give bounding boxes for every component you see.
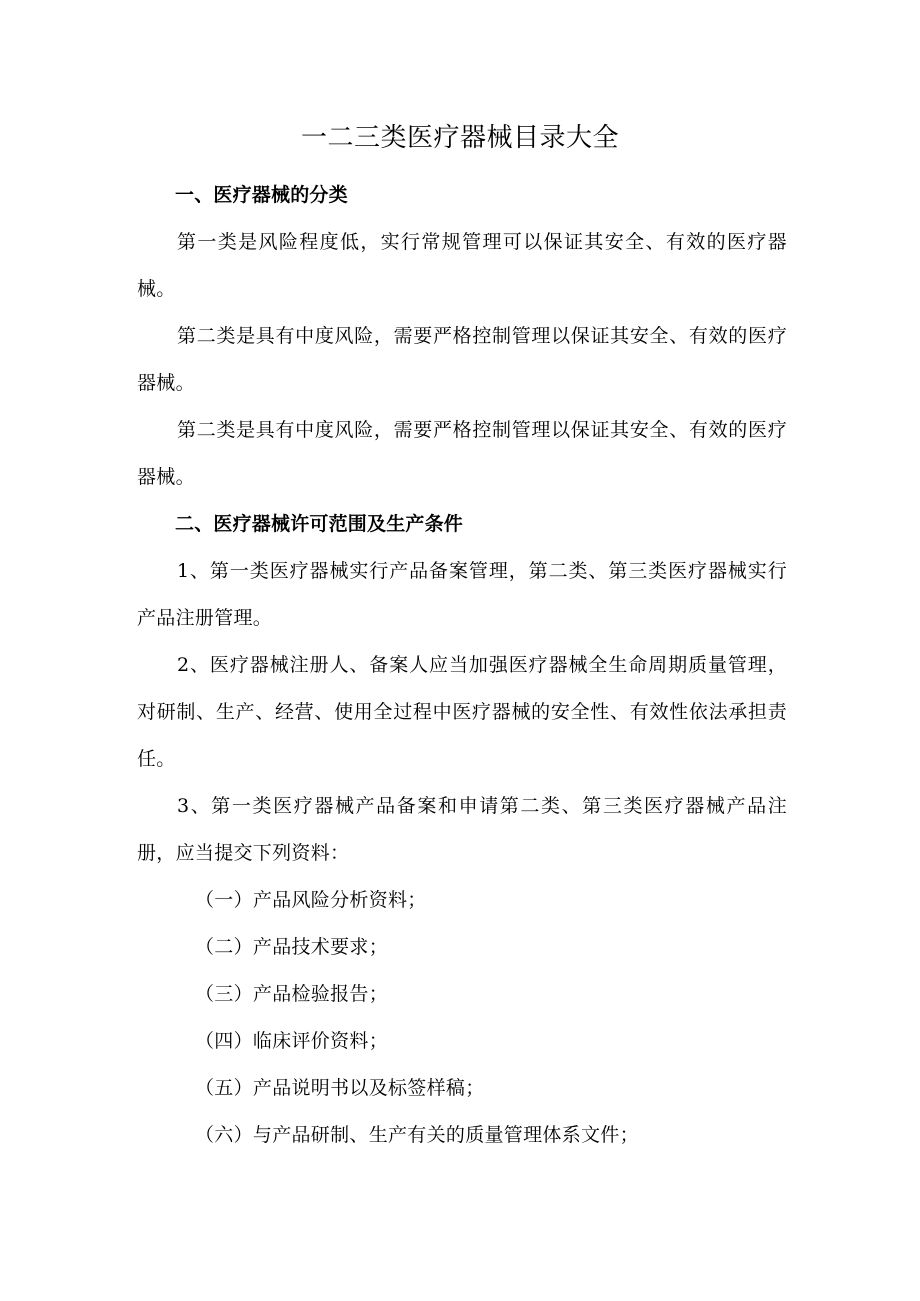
list-item: （三）产品检验报告； bbox=[195, 983, 389, 1005]
paragraph-class-one: 第一类是风险程度低，实行常规管理可以保证其安全、有效的医疗器械。 bbox=[137, 231, 787, 300]
section-heading-classification: 一、医疗器械的分类 bbox=[175, 184, 348, 206]
list-item: （一）产品风险分析资料； bbox=[195, 889, 427, 911]
document-body bbox=[137, 172, 787, 1159]
list-item: （二）产品技术要求； bbox=[195, 936, 389, 958]
paragraph-item-1: 1、第一类医疗器械实行产品备案管理，第二类、第三类医疗器械实行产品注册管理。 bbox=[137, 560, 787, 629]
list-item: （五）产品说明书以及标签样稿； bbox=[195, 1077, 485, 1099]
list-item: （六）与产品研制、生产有关的质量管理体系文件； bbox=[195, 1124, 639, 1146]
paragraph-class-two-repeat: 第二类是具有中度风险，需要严格控制管理以保证其安全、有效的医疗器械。 bbox=[137, 419, 787, 488]
list-item: （四）临床评价资料； bbox=[195, 1030, 389, 1052]
paragraph-item-2: 2、医疗器械注册人、备案人应当加强医疗器械全生命周期质量管理，对研制、生产、经营、使用全过程中医疗器械的安全性、有效性依法承担责任。 bbox=[137, 654, 787, 770]
paragraph-class-two: 第二类是具有中度风险，需要严格控制管理以保证其安全、有效的医疗器械。 bbox=[137, 325, 787, 394]
section-heading-license-scope: 二、医疗器械许可范围及生产条件 bbox=[175, 513, 464, 535]
document-title: 一二三类医疗器械目录大全 bbox=[300, 123, 619, 153]
paragraph-item-3: 3、第一类医疗器械产品备案和申请第二类、第三类医疗器械产品注册，应当提交下列资料： bbox=[137, 795, 787, 864]
